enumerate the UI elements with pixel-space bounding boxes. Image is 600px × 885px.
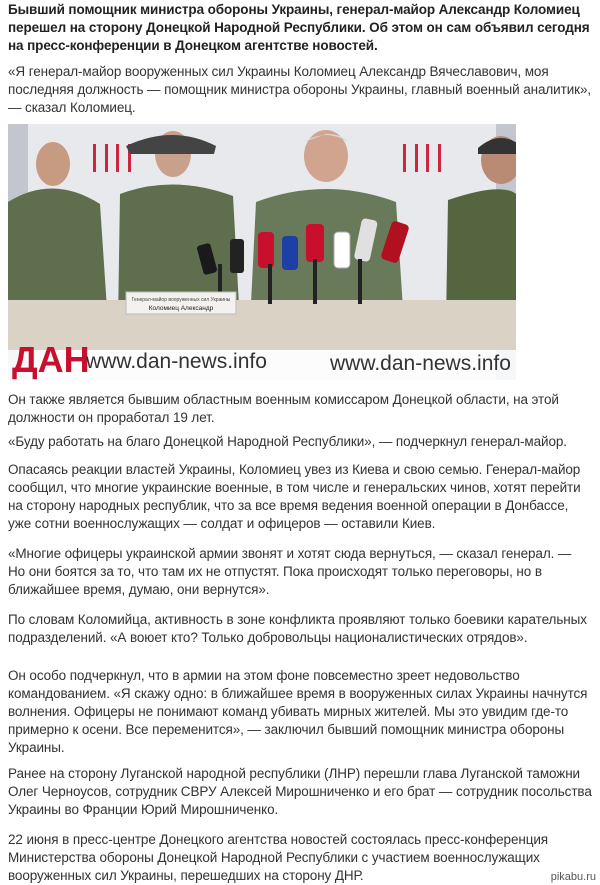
press-conference-illustration (8, 124, 516, 380)
paragraph-activity: По словам Коломийца, активность в зоне конфликта проявляют только боевики карательных подразделений. «А воюет кто? Только добровольцы националистических отрядов». (8, 612, 587, 645)
site-watermark-right: www.dan-news.info (330, 352, 511, 375)
site-watermark-left: www.dan-news.info (86, 350, 267, 373)
paragraph-press-conference: 22 июня в пресс-центре Донецкого агентства новостей состоялась пресс-конференция Министерства обороны Донецкой Народной Республики с участием военнослужащих вооруженных сил Украины, перешедших на сторону ДНР. (8, 832, 548, 883)
paragraph-officers: «Многие офицеры украинской армии звонят и хотят сюда вернуться, — сказал генерал. — Но они боятся за то, что там их не отпустят. Пока происходят только переговоры, но в ближайшее время, думаю, они вернутся». (8, 546, 572, 597)
press-conference-photo (8, 124, 516, 380)
dan-logo-text: ДАН (12, 339, 90, 380)
paragraph-work-quote: «Буду работать на благо Донецкой Народной Республики», — подчеркнул генерал-майор. (8, 434, 567, 449)
nameplate-line2: Коломиец Александр (148, 305, 214, 312)
pikabu-watermark: pikabu.ru (550, 871, 596, 883)
article-lead: Бывший помощник министра обороны Украины, генерал-майор Александр Коломиец перешел на сторону Донецкой Народной Республики. Об этом он сам объявил сегодня на пресс-конференции в Донецком агентстве новостей. (8, 2, 590, 53)
nameplate (126, 292, 236, 314)
quote-kolomiets: «Я генерал-майор вооруженных сил Украины Коломиец Александр Вячеславович, моя последняя должность — помощник министра обороны Украины, главный военный аналитик», — сказал Коломиец. (8, 64, 591, 115)
paragraph-commissar: Он также является бывшим областным военным комиссаром Донецкой области, на этой должности он проработал 19 лет. (8, 392, 559, 425)
nameplate-line1: Генерал-майор вооруженных сил Украины (131, 297, 231, 303)
dan-logo (12, 339, 90, 380)
paragraph-discontent: Он особо подчеркнул, что в армии на этом фоне повсеместно зреет недовольство командованием. «Я скажу одно: в ближайшее время в вооруженных силах Украины начнутся волнения. Офицеры не понимают команд убивать мирных жителей. Мы это увидим где-то примерно к осени. Все переменится», — заключил бывший помощник министра обороны Украины. (8, 668, 588, 755)
paragraph-lnr: Ранее на сторону Луганской народной республики (ЛНР) перешли глава Луганской таможни Олег Черноусов, сотрудник СВРУ Алексей Мирошниченко и его брат — сотрудник посольства Украины во Франции Юрий Мирошниченко. (8, 766, 592, 817)
paragraph-family: Опасаясь реакции властей Украины, Коломиец увез из Киева и свою семью. Генерал-майор сообщил, что многие украинские военные, в том числе и генеральских чинов, хотят перейти на сторону народных республик, что за все время ведения военной операции в Донбассе, уже сотни военнослужащих — солдат и офицеров — оставили Киев. (8, 462, 581, 531)
